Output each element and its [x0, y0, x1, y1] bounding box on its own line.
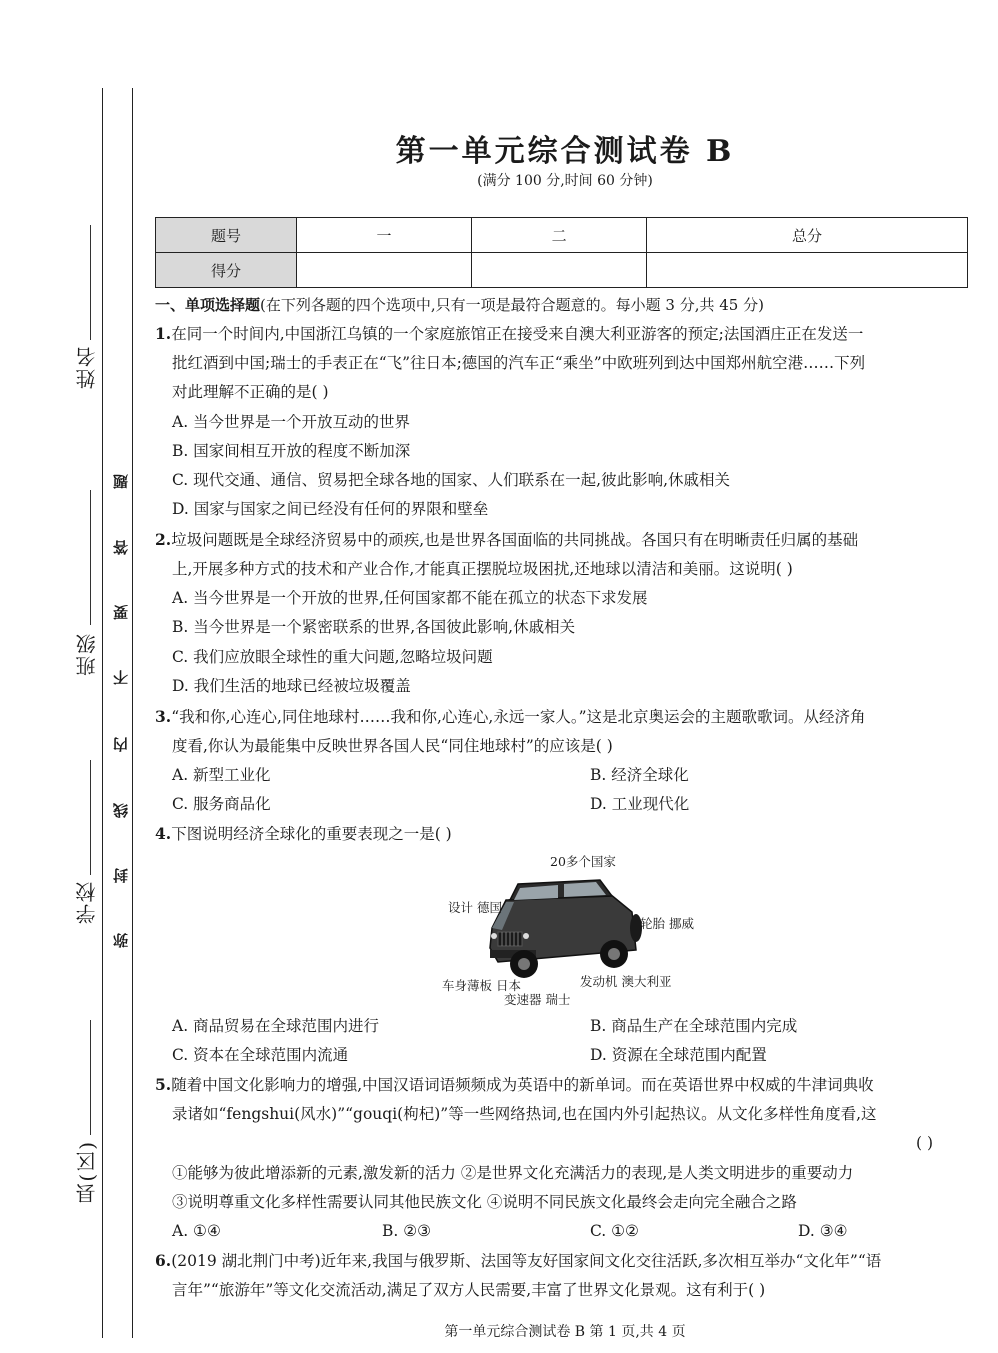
option[interactable]: A. 新型工业化 [172, 766, 271, 784]
question-text: 随着中国文化影响力的增强,中国汉语词语频频成为英语中的新单词。而在英语世界中权威的牛津词典收 [171, 1076, 874, 1094]
figure-label-body: 车身薄板 日本 [442, 978, 521, 993]
school-label: 学校 [75, 880, 99, 924]
option[interactable]: D. 资源在全球范围内配置 [590, 1046, 767, 1064]
question-3-line: 度看,你认为最能集中反映世界各国人民“同住地球村”的应该是( ) [172, 737, 613, 755]
score-input-cell[interactable] [472, 253, 647, 288]
question-text: 下图说明经济全球化的重要表现之一是( ) [171, 825, 452, 843]
score-input-cell[interactable] [647, 253, 968, 288]
question-number: 2. [155, 530, 172, 549]
school-field[interactable] [90, 760, 91, 875]
county-label: 县(区) [75, 1140, 99, 1204]
binding-line-outer [102, 88, 103, 1338]
option[interactable]: A. 当今世界是一个开放互动的世界 [172, 413, 411, 431]
question-5-line [155, 1075, 874, 1095]
option[interactable]: B. 当今世界是一个紧密联系的世界,各国彼此影响,休戚相关 [172, 618, 576, 636]
class-label: 班级 [75, 632, 99, 676]
option[interactable]: C. ①② [590, 1222, 639, 1240]
question-number: 5. [155, 1075, 172, 1094]
question-number: 6. [155, 1251, 172, 1270]
question-4-line [155, 824, 452, 844]
figure-label-design: 设计 德国 [448, 900, 502, 915]
option[interactable]: D. ③④ [798, 1222, 848, 1240]
section-heading [155, 295, 764, 315]
question-number: 4. [155, 824, 172, 843]
answer-paren: ( ) [916, 1134, 934, 1152]
seal-char: 内 [112, 737, 130, 752]
question-6-line: 言年”“旅游年”等文化交流活动,满足了双方人民需要,丰富了世界文化景观。这有利于( ) [172, 1281, 766, 1299]
score-table-header: 题号 [156, 218, 297, 253]
question-number: 1. [155, 324, 172, 343]
seal-char: 答 [112, 540, 130, 555]
seal-char: 封 [112, 868, 130, 883]
section-note: (在下列各题的四个选项中,只有一项是最符合题意的。每小题 3 分,共 45 分) [260, 296, 764, 314]
question-6-line [155, 1251, 881, 1271]
score-table [155, 217, 968, 288]
option[interactable]: D. 我们生活的地球已经被垃圾覆盖 [172, 677, 411, 695]
question-text: 垃圾问题既是全球经济贸易中的顽疾,也是世界各国面临的共同挑战。各国只有在明晰责任归属的基础 [171, 531, 859, 549]
question-1-line: 批红酒到中国;瑞士的手表正在“飞”往日本;德国的汽车正“乘坐”中欧班列到达中国郑州航空港……下列 [172, 354, 866, 372]
option[interactable]: A. ①④ [172, 1222, 221, 1240]
question-text: 在同一个时间内,中国浙江乌镇的一个家庭旅馆正在接受来自澳大利亚游客的预定;法国酒庄正在发送一 [171, 325, 864, 343]
page-title: 第一单元综合测试卷 B [395, 134, 735, 169]
figure-label-engine: 发动机 澳大利亚 [580, 974, 672, 989]
county-field[interactable] [90, 1020, 91, 1135]
option[interactable]: D. 工业现代化 [590, 795, 690, 813]
option[interactable]: C. 我们应放眼全球性的重大问题,忽略垃圾问题 [172, 648, 493, 666]
score-table-header: 得分 [156, 253, 297, 288]
question-2-line [155, 530, 858, 550]
question-5-line: 录诸如“fengshui(风水)”“gouqi(枸杞)”等一些网络热词,也在国内外引起热议。从文化多样性角度看,这 [172, 1105, 877, 1123]
option[interactable]: B. 经济全球化 [590, 766, 689, 784]
question-2-line: 上,开展多种方式的技术和产业合作,才能真正摆脱垃圾困扰,还地球以清洁和美丽。这说明( ) [172, 560, 793, 578]
option[interactable]: A. 商品贸易在全球范围内进行 [172, 1017, 380, 1035]
score-table-cell: 总分 [647, 218, 968, 253]
seal-char: 弥 [112, 933, 130, 948]
option[interactable]: B. 商品生产在全球范围内完成 [590, 1017, 798, 1035]
seal-char: 要 [112, 605, 130, 620]
seal-char: 线 [112, 803, 130, 818]
statement-line: ①能够为彼此增添新的元素,激发新的活力 ②是世界文化充满活力的表现,是人类文明进步的重要动力 [172, 1164, 854, 1182]
score-input-cell[interactable] [297, 253, 472, 288]
score-table-cell: 一 [297, 218, 472, 253]
car-figure [440, 850, 710, 1010]
class-field[interactable] [90, 490, 91, 625]
option[interactable]: D. 国家与国家之间已经没有任何的界限和壁垒 [172, 500, 489, 518]
figure-label-top: 20多个国家 [550, 854, 616, 869]
score-table-cell: 二 [472, 218, 647, 253]
option[interactable]: A. 当今世界是一个开放的世界,任何国家都不能在孤立的状态下求发展 [172, 589, 648, 607]
option[interactable]: C. 现代交通、通信、贸易把全球各地的国家、人们联系在一起,彼此影响,休戚相关 [172, 471, 731, 489]
option[interactable]: B. ②③ [382, 1222, 432, 1240]
name-field[interactable] [90, 225, 91, 340]
question-number: 3. [155, 707, 172, 726]
figure-label-tire: 轮胎 挪威 [640, 916, 694, 931]
binding-line-inner [132, 88, 133, 1338]
figure-label-gearbox: 变速器 瑞士 [504, 992, 571, 1007]
question-text: “我和你,心连心,同住地球村……我和你,心连心,永远一家人。”这是北京奥运会的主题歌歌词。从经济角 [171, 708, 866, 726]
statement-line: ③说明尊重文化多样性需要认同其他民族文化 ④说明不同民族文化最终会走向完全融合之路 [172, 1193, 797, 1211]
page-footer: 第一单元综合测试卷 B 第 1 页,共 4 页 [444, 1324, 686, 1340]
section-title: 一、单项选择题 [155, 296, 261, 314]
page-subtitle: (满分 100 分,时间 60 分钟) [477, 173, 653, 189]
option[interactable]: C. 资本在全球范围内流通 [172, 1046, 349, 1064]
option[interactable]: B. 国家间相互开放的程度不断加深 [172, 442, 411, 460]
seal-char: 不 [112, 670, 130, 685]
option[interactable]: C. 服务商品化 [172, 795, 271, 813]
seal-char: 题 [112, 474, 130, 489]
name-label: 姓名 [75, 345, 99, 389]
question-1-line: 对此理解不正确的是( ) [172, 383, 329, 401]
question-text: (2019 湖北荆门中考)近年来,我国与俄罗斯、法国等友好国家间文化交往活跃,多次相互举办“文化年”“语 [171, 1252, 882, 1270]
question-3-line [155, 707, 866, 727]
question-1-line [155, 324, 863, 344]
